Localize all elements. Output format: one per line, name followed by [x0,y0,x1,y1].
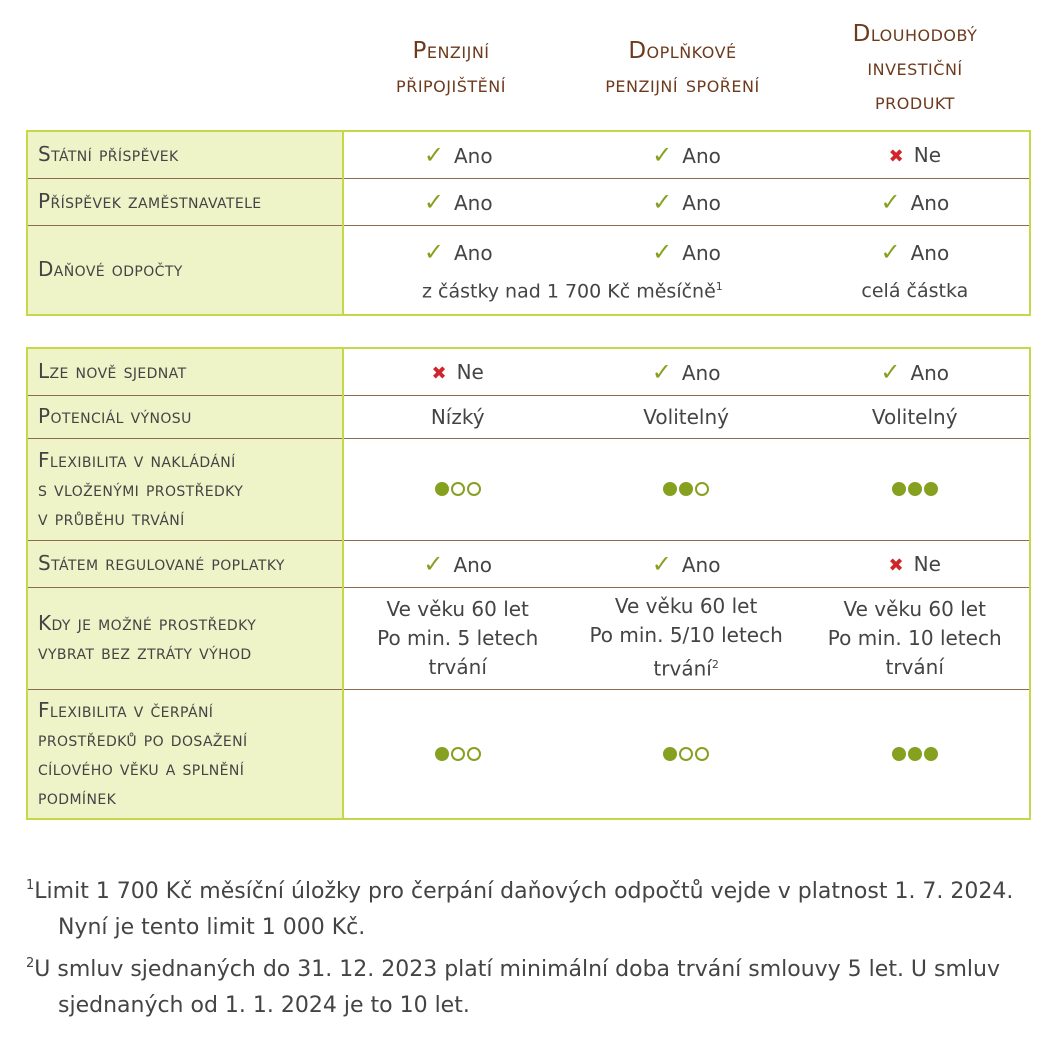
filled-dot-icon [663,482,677,496]
rating-dots [663,747,709,761]
footnote-text: U smluv sjednaných do 31. 12. 2023 platí minimální doba trvání smlouvy 5 let. U smluv [34,957,1000,982]
filled-dot-icon [892,482,906,496]
cell-text: Ano [454,143,493,168]
table-row [27,540,1030,587]
cell-text: Ano [910,240,950,265]
row-label [27,587,343,689]
comparison-table-features [26,347,1031,820]
cell [343,395,572,438]
cell-text: Ne [913,551,941,576]
row-label-line: Flexibilita v čerpání [38,697,214,722]
cell-text: Ne [913,142,942,167]
cell-line: Ve věku 60 let [843,596,986,621]
rating-dots [892,747,938,761]
cell [801,178,1030,225]
cell [800,540,1030,587]
empty-dot-icon [451,747,465,761]
filled-dot-icon [435,747,449,761]
row-label: Státní příspěvek [27,131,343,178]
cell-text: Ano [682,143,721,168]
footnote-line [26,946,1036,988]
row-label-line: v průběhu trvání [38,505,185,530]
cell [343,131,572,178]
cell-span [343,225,801,315]
cell-line: Po min. 10 letech [827,625,1002,650]
column-header-line: Doplňkové [628,38,737,64]
cell-line: Po min. 5 letech [377,625,539,650]
cell [344,238,572,266]
cell-text: Volitelný [871,404,958,429]
cell-text: Ano [681,552,721,577]
cell-line [572,650,801,684]
check-icon: ✓ [423,549,444,578]
check-icon: ✓ [652,187,673,216]
table-row [27,395,1030,438]
cross-icon: ✖ [888,145,904,167]
footnote-line: sjednaných od 1. 1. 2024 je to 10 let. [58,993,470,1018]
cell [801,131,1030,178]
empty-dot-icon [695,482,709,496]
row-label-line: cílového věku a splnění [38,755,245,780]
cell [343,438,572,540]
cell [572,238,800,266]
rating-dots [435,747,481,761]
footnote-ref: 2 [711,658,719,672]
cell [572,587,801,689]
cell-line: trvání [885,654,944,679]
check-icon: ✓ [880,237,901,266]
check-icon: ✓ [880,187,901,216]
column-header-line: produkt [875,89,955,115]
cell [800,587,1030,689]
empty-dot-icon [695,747,709,761]
table-row [27,225,1030,315]
comparison-table-contributions [26,130,1031,316]
cell [572,178,800,225]
cell [343,178,572,225]
cell [343,689,572,819]
cell-text: Ano [682,190,721,215]
footnote [26,946,1036,1024]
table-row [27,178,1030,225]
column-header-line: Dlouhodobý [852,21,978,47]
cell-text: Ano [910,190,950,215]
check-icon: ✓ [652,237,673,266]
column-header-doplnkove-penzijni-sporeni [565,34,800,102]
check-icon: ✓ [423,237,444,266]
cell-text: Ano [910,360,950,385]
row-label [27,438,343,540]
check-icon: ✓ [652,140,673,169]
cross-icon: ✖ [431,362,447,384]
footnote-mark: 1 [26,878,35,893]
empty-dot-icon [679,747,693,761]
cell-text: Ano [454,240,493,265]
footnote-line: Nyní je tento limit 1 000 Kč. [58,915,366,940]
row-label-line: Flexibilita v nakládání [38,447,236,472]
check-icon: ✓ [880,357,901,386]
row-label: Příspěvek zaměstnavatele [27,178,343,225]
cross-icon: ✖ [888,554,904,576]
filled-dot-icon [924,482,938,496]
cell [572,348,801,395]
filled-dot-icon [892,747,906,761]
column-header-penzijni-pripojisteni [340,34,562,102]
subtext-text: z částky nad 1 700 Kč měsíčně [422,279,716,302]
check-icon: ✓ [651,549,672,578]
cell [572,438,801,540]
rating-dots [663,482,709,496]
cell [800,395,1030,438]
column-header-line: investiční [867,55,963,81]
cell-line: Ve věku 60 let [614,594,758,619]
cell [572,395,801,438]
cell-text: Volitelný [643,404,729,429]
filled-dot-icon [435,482,449,496]
check-icon: ✓ [423,140,444,169]
cell-text: Ano [681,360,721,385]
cell-line: Ve věku 60 let [386,596,529,621]
cell-line: trvání [428,654,487,679]
cell [800,438,1030,540]
column-header-dlouhodoby-investicni-produkt [800,17,1030,119]
footnote-text: Limit 1 700 Kč měsíční úložky pro čerpání daňových odpočtů vejde v platnost 1. 7. 2024. [34,879,1014,904]
cell-line: Po min. 5/10 letech [589,623,783,648]
cell [801,225,1030,315]
table-row [27,348,1030,395]
footnote-ref: 1 [715,279,723,293]
row-label: Daňové odpočty [27,225,343,315]
check-icon: ✓ [651,357,672,386]
check-icon: ✓ [423,187,444,216]
row-label: Státem regulované poplatky [27,540,343,587]
row-label-line: vybrat bez ztráty výhod [38,640,252,664]
cell [572,131,800,178]
column-headers [0,0,1060,130]
row-label: Potenciál výnosu [27,395,343,438]
table-row [27,131,1030,178]
filled-dot-icon [679,482,693,496]
cell [572,540,801,587]
filled-dot-icon [663,747,677,761]
cell-text: Ano [453,552,493,577]
footnotes [26,868,1036,1024]
cell-text: Nízký [430,404,485,429]
empty-dot-icon [451,482,465,496]
footnote-line [26,868,1036,910]
cell-text: Ano [454,190,493,215]
cell-text: Ne [456,359,484,384]
filled-dot-icon [908,482,922,496]
table-row [27,438,1030,540]
cell [572,689,801,819]
rating-dots [435,482,481,496]
rating-dots [892,482,938,496]
cell-subtext: celá částka [861,279,969,302]
row-label: Lze nově sjednat [27,348,343,395]
row-label-line: Kdy je možné prostředky [38,611,257,635]
cell [343,540,572,587]
cell-subtext [344,280,801,302]
footnote-mark: 2 [26,956,35,971]
row-label-line: s vloženými prostředky [38,476,244,501]
cell [800,689,1030,819]
footnote [26,868,1036,946]
empty-dot-icon [467,747,481,761]
column-header-line: penzijní spoření [605,72,760,98]
cell-text: Ano [682,240,721,265]
cell [343,587,572,689]
filled-dot-icon [924,747,938,761]
column-header-line: Penzijní [412,38,490,64]
row-label-line: prostředků po dosažení [38,726,248,751]
cell [800,348,1030,395]
column-header-line: připojištění [396,72,506,98]
table-row [27,587,1030,689]
row-label [27,689,343,819]
cell [343,348,572,395]
cell-split [344,238,801,266]
empty-dot-icon [467,482,481,496]
table-row [27,689,1030,819]
filled-dot-icon [908,747,922,761]
row-label-line: podmínek [38,784,117,809]
cell-text: trvání [653,656,712,681]
